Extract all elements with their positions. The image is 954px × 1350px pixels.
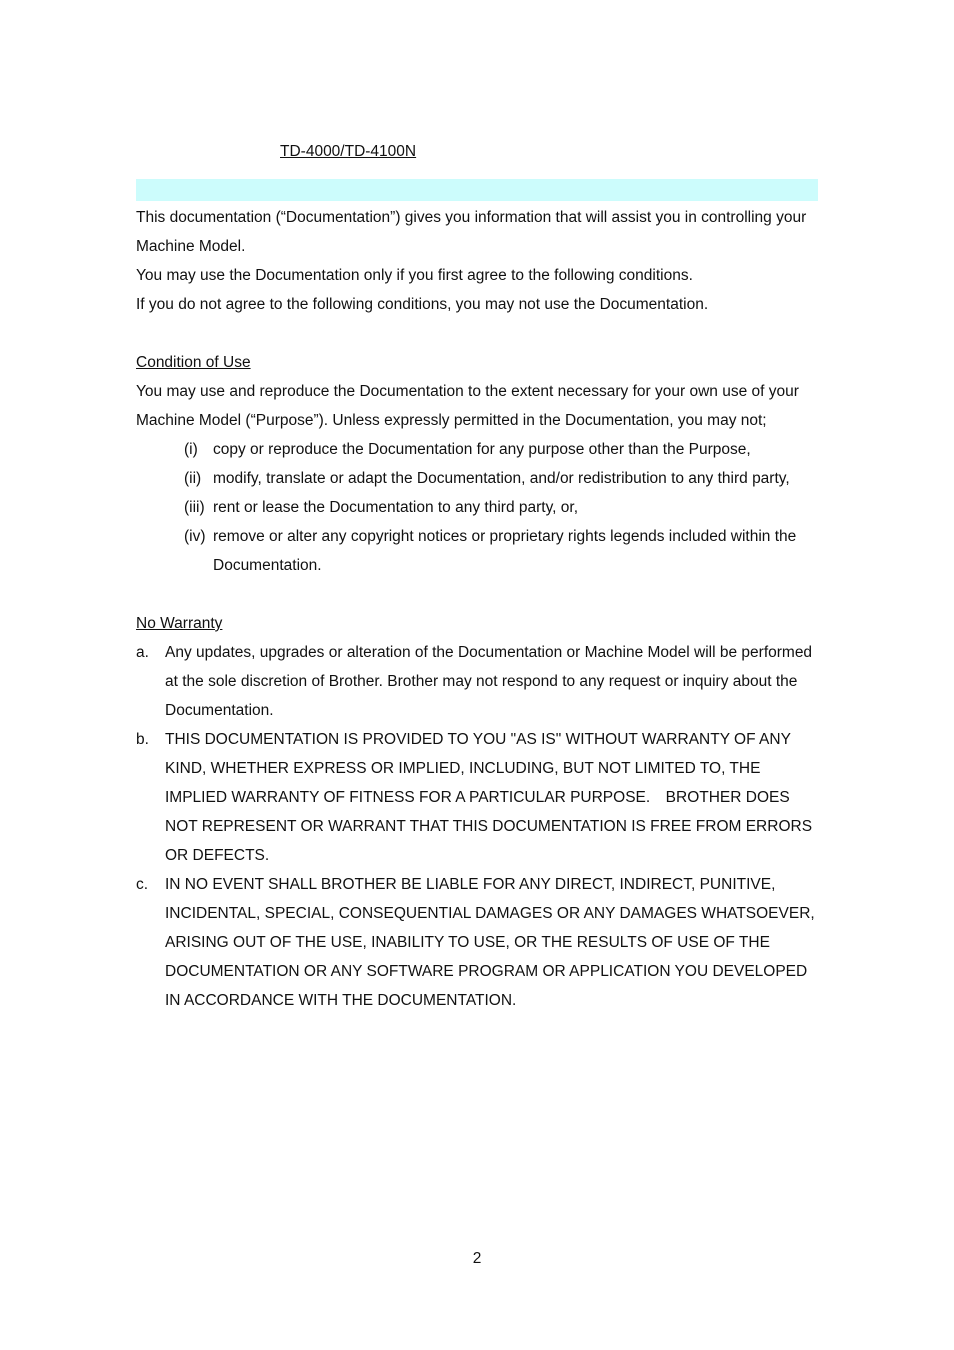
document-body [136,203,826,1015]
intro-paragraph-1: This documentation (“Documentation”) gives you information that will assist you in controlling your Machine Model. [136,209,807,255]
list-item [136,725,826,870]
list-item-text: modify, translate or adapt the Documentation, and/or redistribution to any third party, [213,470,790,487]
list-item-text: THIS DOCUMENTATION IS PROVIDED TO YOU "AS IS" WITHOUT WARRANTY OF ANY KIND, WHETHER EXPRESS OR IMPLIED, INCLUDING, BUT NOT LIMITED TO, THE IMPLIED WARRANTY OF FITNESS FOR A PARTICULAR PURPOSE. BROTHER DOES NOT REPRESENT OR WARRANT THAT THIS DOCUMENTATION IS FREE FROM ERRORS OR DEFECTS. [165,731,813,864]
list-item [184,435,826,464]
list-item-text: rent or lease the Documentation to any third party, or, [213,499,579,516]
list-item [184,493,826,522]
list-item-letter: b. [136,731,149,748]
list-item-number: (iv) [184,528,206,545]
list-item-number: (i) [184,441,198,458]
condition-paragraph: You may use and reproduce the Documentation to the extent necessary for your own use of your Machine Model (“Purpose”). Unless expressly permitted in the Documentation, you may not; [136,383,799,429]
list-item-number: (iii) [184,499,205,516]
list-item [184,464,826,493]
list-item-number: (ii) [184,470,202,487]
list-item-text: Any updates, upgrades or alteration of the Documentation or Machine Model will be performed at the sole discretion of Brother. Brother may not respond to any request or inquiry about the Documentation. [165,644,813,719]
spacer [136,319,826,348]
list-item [184,522,826,580]
intro-paragraph-3: If you do not agree to the following conditions, you may not use the Documentation. [136,296,709,313]
warranty-heading: No Warranty [136,615,223,632]
list-item [136,638,826,725]
warranty-list [136,638,826,1015]
list-item-text: remove or alter any copyright notices or proprietary rights legends included within the Documentation. [213,528,797,574]
list-item-letter: a. [136,644,149,661]
highlight-band [136,179,818,201]
list-item-text: IN NO EVENT SHALL BROTHER BE LIABLE FOR ANY DIRECT, INDIRECT, PUNITIVE, INCIDENTAL, SPECIAL, CONSEQUENTIAL DAMAGES OR ANY DAMAGES WHATSOEVER, ARISING OUT OF THE USE, INABILITY TO USE, OR THE RESULTS OF USE OF THE DOCUMENTATION OR ANY SOFTWARE PROGRAM OR APPLICATION YOU DEVELOPED IN ACCORDANCE WITH THE DOCUMENTATION. [165,876,815,1009]
list-item-letter: c. [136,876,149,893]
condition-heading: Condition of Use [136,354,251,371]
page-number: 2 [472,1250,482,1267]
model-name: TD-4000/TD-4100N [280,143,417,160]
list-item-text: copy or reproduce the Documentation for any purpose other than the Purpose, [213,441,751,458]
intro-paragraph-2: You may use the Documentation only if you first agree to the following conditions. [136,267,693,284]
spacer [136,580,826,609]
list-item [136,870,826,1015]
condition-list [136,435,826,580]
